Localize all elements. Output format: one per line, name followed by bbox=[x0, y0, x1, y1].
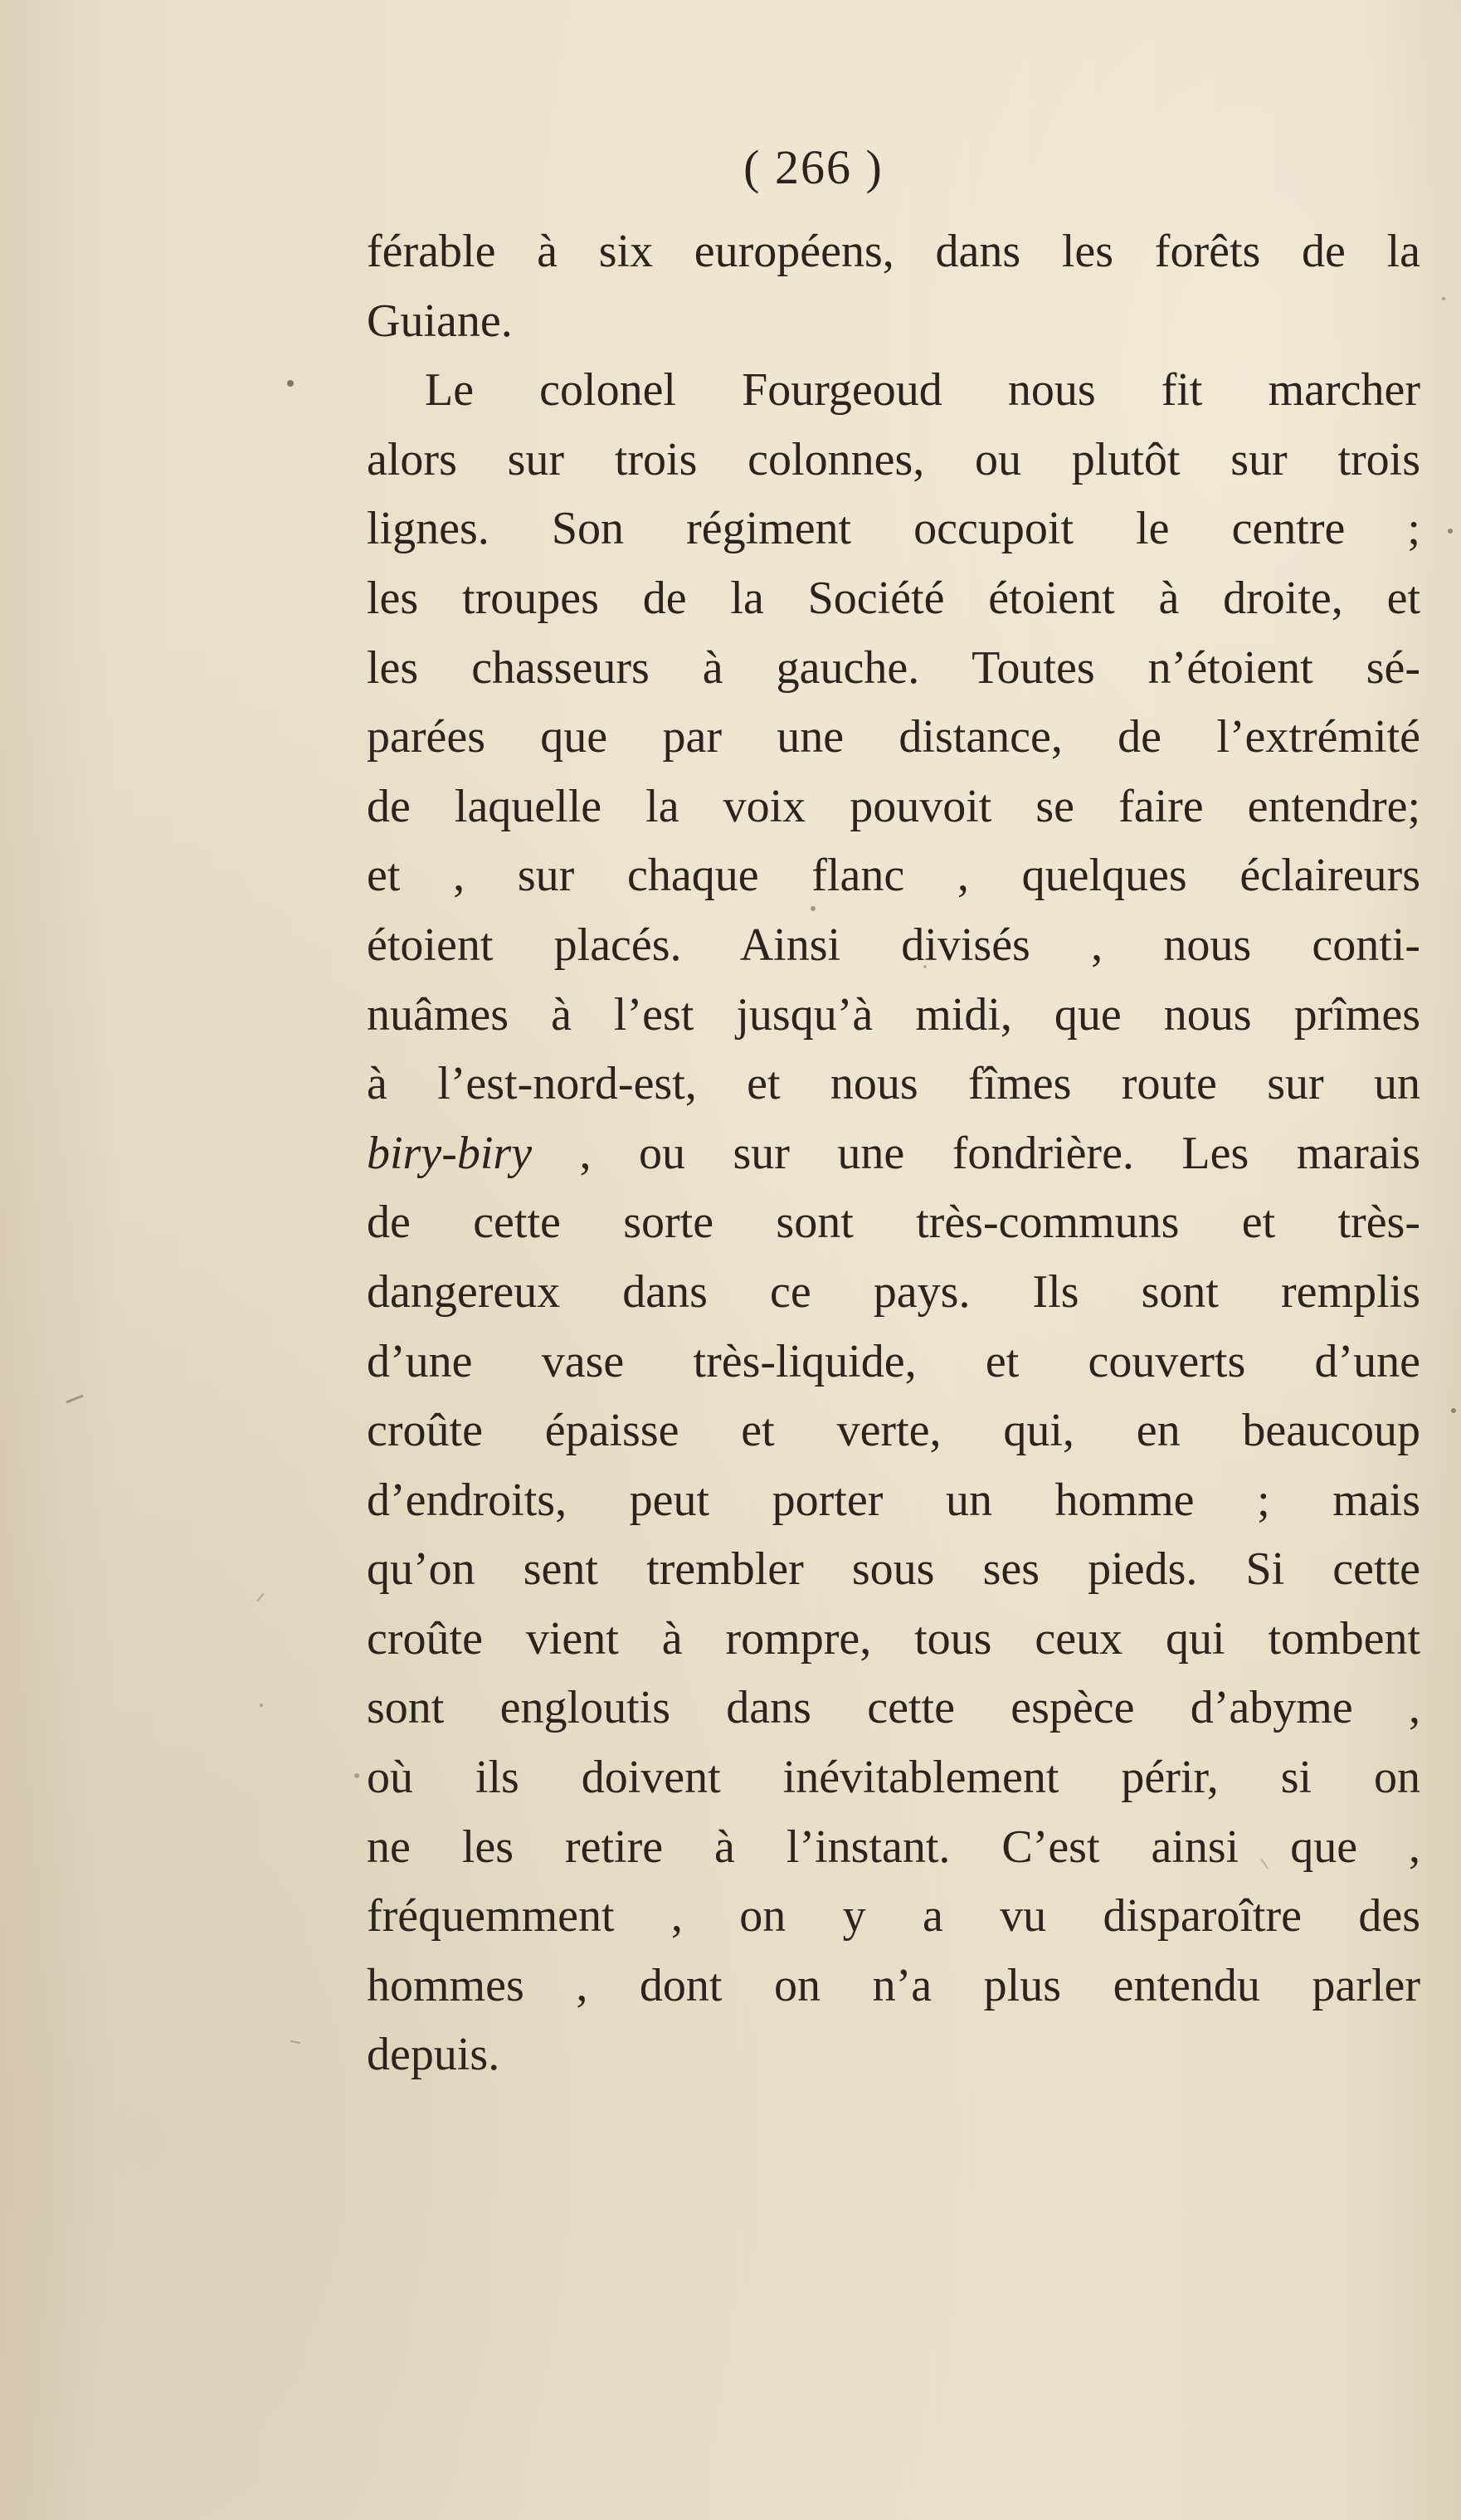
body-text bbox=[367, 217, 1420, 2090]
text-line-italic-term bbox=[367, 1119, 1420, 1189]
text-line: hommes , dont on n’a plus entendu parler bbox=[367, 1959, 1420, 2011]
text-line: férable à six européens, dans les forêts de la bbox=[367, 226, 1420, 277]
text-line: à l’est-nord-est, et nous fîmes route sur un bbox=[367, 1058, 1420, 1110]
text-line: et , sur chaque flanc , quelques éclaireurs bbox=[367, 850, 1420, 902]
page-number: ( 266 ) bbox=[743, 140, 884, 194]
text-line: de cette sorte sont très-communs et très- bbox=[367, 1197, 1420, 1249]
text-line: parées que par une distance, de l’extrémité bbox=[367, 711, 1420, 763]
text-line: les troupes de la Société étoient à droite, et bbox=[367, 572, 1420, 624]
text-line: sont engloutis dans cette espèce d’abyme , bbox=[367, 1682, 1420, 1734]
text-line: Le colonel Fourgeoud nous fit marcher bbox=[425, 364, 1420, 417]
text-line: Guiane. bbox=[367, 295, 513, 347]
text-line: nuâmes à l’est jusqu’à midi, que nous prîmes bbox=[367, 988, 1420, 1041]
text-line: d’endroits, peut porter un homme ; mais bbox=[367, 1474, 1420, 1526]
text-line: où ils doivent inévitablement périr, si on bbox=[367, 1752, 1420, 1804]
text-line: ne les retire à l’instant. C’est ainsi que , bbox=[367, 1821, 1420, 1873]
text-line: qu’on sent trembler sous ses pieds. Si cette bbox=[367, 1543, 1420, 1596]
text-line: de laquelle la voix pouvoit se faire entendre; bbox=[367, 780, 1420, 832]
text-line: depuis. bbox=[367, 2029, 500, 2081]
text-line: croûte vient à rompre, tous ceux qui tombent bbox=[367, 1612, 1420, 1665]
italic-term: biry-biry bbox=[367, 1127, 533, 1179]
text-line: fréquemment , on y a vu disparoître des bbox=[367, 1890, 1420, 1942]
text-line: étoient placés. Ainsi divisés , nous conti- bbox=[367, 919, 1420, 971]
text-line: lignes. Son régiment occupoit le centre ; bbox=[367, 503, 1420, 555]
text-line: d’une vase très-liquide, et couverts d’une bbox=[367, 1335, 1420, 1387]
text-line: dangereux dans ce pays. Ils sont remplis bbox=[367, 1265, 1420, 1318]
text-line: alors sur trois colonnes, ou plutôt sur trois bbox=[367, 433, 1420, 485]
text-line: croûte épaisse et verte, qui, en beaucoup bbox=[367, 1405, 1420, 1457]
text-line: les chasseurs à gauche. Toutes n’étoient sé- bbox=[367, 641, 1420, 694]
text-line-rest: , ou sur une fondrière. Les marais bbox=[532, 1127, 1420, 1179]
